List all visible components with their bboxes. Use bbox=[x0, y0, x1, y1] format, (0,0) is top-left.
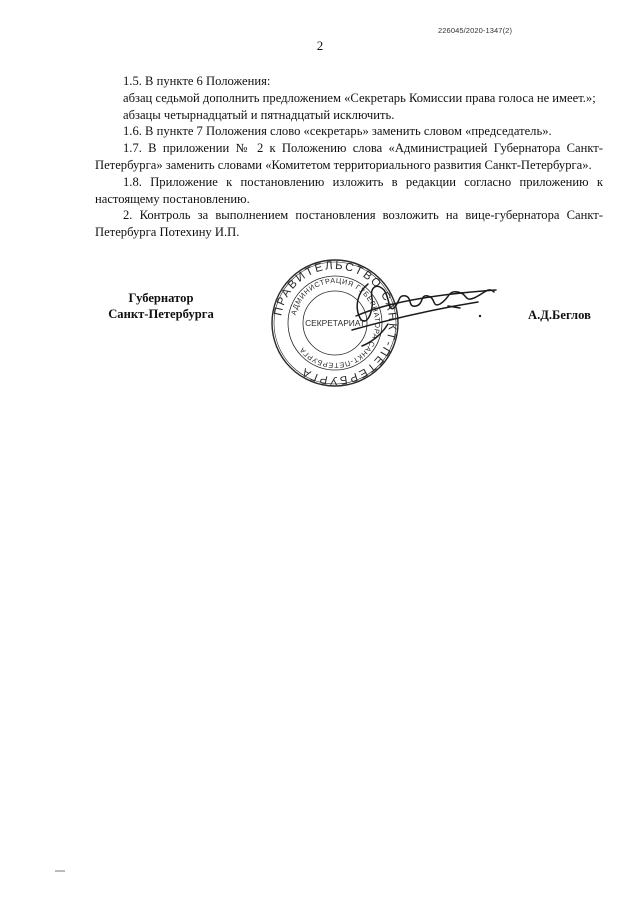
seal-center-text: СЕКРЕТАРИАТ bbox=[305, 318, 365, 328]
paragraph-1-5-a: абзац седьмой дополнить предложением «Секретарь Комиссии права голоса не имеет.»; bbox=[123, 90, 596, 105]
signatory-title-line1: Губернатор bbox=[128, 291, 194, 305]
signatory-title-line2: Санкт-Петербурга bbox=[108, 307, 214, 321]
paragraph-1-5: 1.5. В пункте 6 Положения: bbox=[123, 74, 271, 88]
paragraph-1-6: 1.6. В пункте 7 Положения слово «секретарь» заменить словом «председатель». bbox=[123, 124, 552, 139]
paragraph-2: 2. Контроль за выполнением постановления возложить на вице-губернатора Санкт-Петербурга Потехину И.П. bbox=[95, 208, 603, 240]
document-body bbox=[95, 73, 603, 241]
paragraph-1-8: 1.8. Приложение к постановлению изложить в редакции согласно приложению к настоящему постановлению. bbox=[95, 174, 603, 206]
signatory-name: А.Д.Беглов bbox=[528, 308, 591, 322]
document-id: 226045/2020-1347(2) bbox=[438, 26, 513, 35]
paragraph-1-5-b: абзацы четырнадцатый и пятнадцатый исключить. bbox=[123, 107, 395, 122]
seal-outer-text: ПРАВИТЕЛЬСТВО САНКТ-ПЕТЕРБУРГА bbox=[272, 259, 399, 387]
signatory-title bbox=[96, 290, 226, 322]
seal-inner-text: АДМИНИСТРАЦИЯ ГУБЕРНАТОРА САНКТ-ПЕТЕРБУРГА bbox=[288, 275, 383, 371]
page-number: 2 bbox=[316, 38, 324, 53]
paragraph-1-7: 1.7. В приложении № 2 к Положению слова «Администрацией Губернатора Санкт-Петербурга» заменить словами «Комитетом территориального развития Санкт-Петербурга». bbox=[95, 141, 603, 172]
handwritten-signature bbox=[328, 272, 528, 352]
scan-mark bbox=[55, 870, 65, 872]
